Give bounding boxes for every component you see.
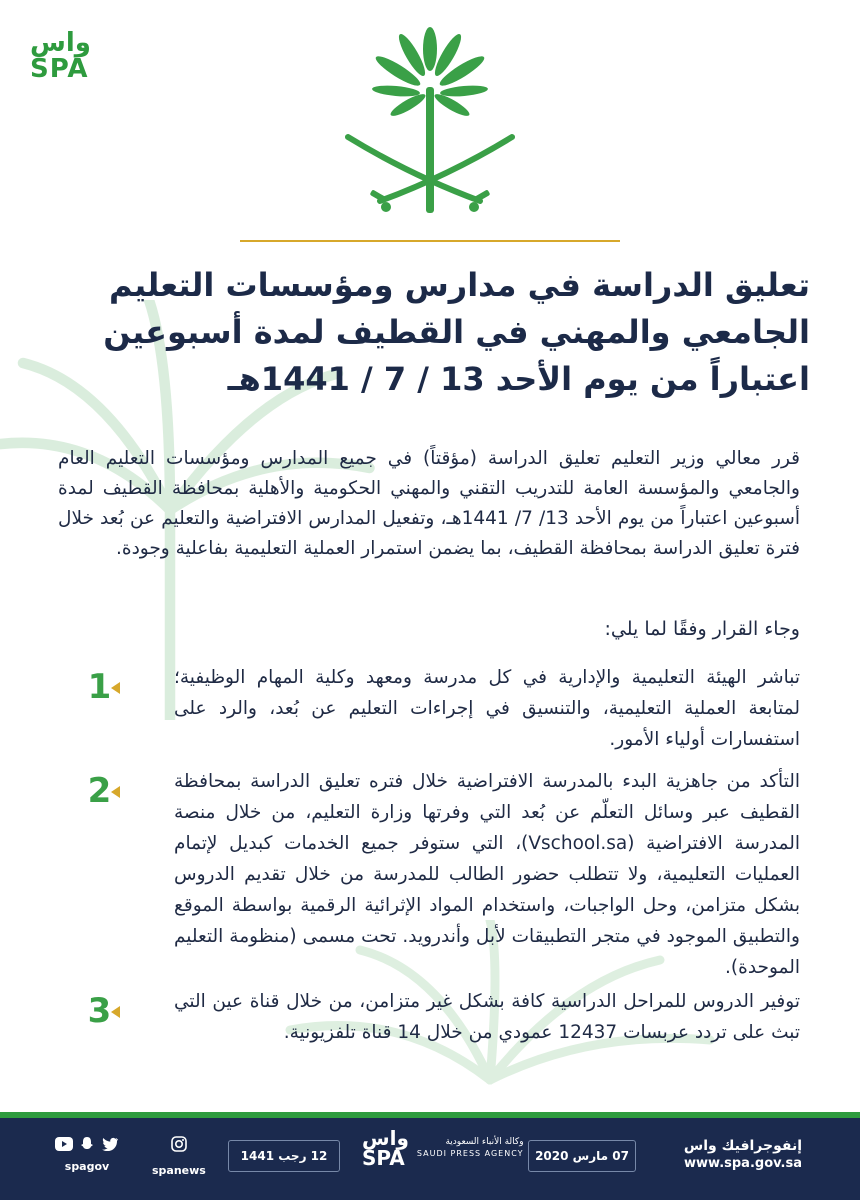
gold-divider <box>240 240 620 242</box>
item-marker <box>48 986 168 1048</box>
headline-line-2: الجامعي والمهني في القطيف لمدة أسبوعين <box>103 313 810 351</box>
headline-line-3: اعتباراً من يوم الأحد 13 / 7 / 1441هـ <box>227 360 810 398</box>
spa-footer-logo-mark: واس SPA <box>362 1126 409 1170</box>
news-handle[interactable]: spanews <box>152 1164 206 1177</box>
list-item <box>48 662 800 755</box>
item-text: توفير الدروس للمراحل الدراسية كافة بشكل غير متزامن، من خلال قناة عين التي تبث على تردد عربسات 12437 عمودي من خلال 14 قناة تلفزيونية. <box>174 991 800 1043</box>
lead-in-text: وجاء القرار وفقًا لما يلي: <box>604 618 800 640</box>
item-number: 2 <box>87 771 112 811</box>
instagram-account <box>152 1136 206 1177</box>
item-number: 3 <box>87 991 112 1031</box>
snapchat-icon[interactable] <box>79 1136 95 1152</box>
website-link[interactable]: www.spa.gov.sa <box>684 1156 802 1171</box>
spa-logo-arabic: واس <box>30 28 91 58</box>
agency-name-en: SAUDI PRESS AGENCY <box>416 1149 524 1158</box>
twitter-icon[interactable] <box>101 1137 119 1151</box>
spa-logo-latin: SPA <box>30 54 89 84</box>
headline <box>50 262 810 403</box>
gold-arrow-icon <box>111 786 120 798</box>
agency-names <box>417 1136 524 1160</box>
spa-logo <box>30 30 96 82</box>
intro-paragraph: قرر معالي وزير التعليم تعليق الدراسة (مؤقتاً) في جميع المدارس ومؤسسات التعليم العام والجامعي والمؤسسة العامة للتدريب التقني والمهني الحكومية والأهلية بمحافظة القطيف لمدة أسبوعين اعتباراً من يوم الأحد 13/ 7/ 1441هـ، وتفعيل المدارس الافتراضية والتعليم عن بُعد خلال فترة تعليق الدراسة بمحافظة القطيف، بما يضمن استمرار العملية التعليمية بفاعلية وجودة. <box>58 448 800 559</box>
palm-and-swords-emblem-icon <box>330 25 530 220</box>
spa-footer-logo <box>362 1128 524 1168</box>
instagram-icon[interactable] <box>171 1136 187 1152</box>
agency-name-ar: وكالة الأنباء السعودية <box>445 1137 524 1147</box>
item-marker <box>48 662 168 755</box>
gregorian-date: 07 مارس 2020 <box>528 1140 636 1172</box>
infographic-label: إنفوجرافيك واس <box>683 1138 802 1154</box>
website-block <box>684 1138 802 1171</box>
item-text: التأكد من جاهزية البدء بالمدرسة الافتراضية خلال فتره تعليق الدراسة بمحافظة القطيف عبر وسائل التعلّم عن بُعد التي وفرتها وزارة التعليم، من خلال منصة المدرسة الافتراضية (Vschool.sa)، التي ستوفر جميع الخدمات كبديل لإتمام العمليات التعليمية، ولا تتطلب حضور الطالب للمدرسة من خلال تقديم الدروس بشكل متزامن، وحل الواجبات، واستخدام المواد الإثرائية الرقمية بواسطة الموقع والتطبيق الموجود في متجر التطبيقات لأبل وأندرويد. تحت مسمى (منظومة التعليم الموحدة). <box>174 771 800 978</box>
list-item <box>48 766 800 983</box>
social-handle[interactable]: spagov <box>64 1160 110 1173</box>
gold-arrow-icon <box>111 1006 120 1018</box>
item-number: 1 <box>87 667 112 707</box>
list-item <box>48 986 800 1048</box>
gold-arrow-icon <box>111 682 120 694</box>
item-text: تباشر الهيئة التعليمية والإدارية في كل مدرسة ومعهد وكلية المهام الوظيفية؛ لمتابعة العملية التعليمية، والتنسيق في إجراءات التعليم عن بُعد، والرد على استفسارات أولياء الأمور. <box>174 667 800 750</box>
youtube-icon[interactable] <box>55 1137 73 1151</box>
footer-green-stripe <box>0 1112 860 1118</box>
item-marker <box>48 766 168 983</box>
social-accounts <box>55 1136 119 1173</box>
headline-line-1: تعليق الدراسة في مدارس ومؤسسات التعليم <box>109 266 810 304</box>
hijri-date: 12 رجب 1441 <box>228 1140 340 1172</box>
